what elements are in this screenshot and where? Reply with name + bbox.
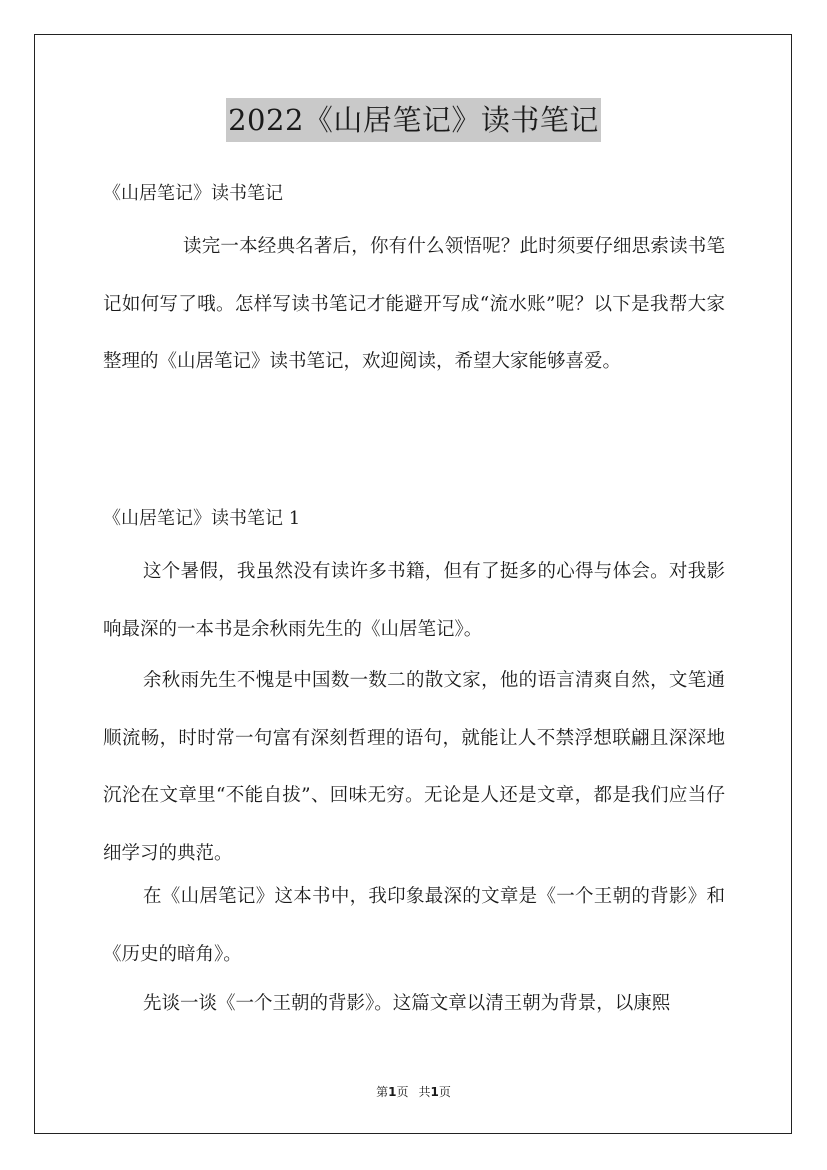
section-heading: 《山居笔记》读书笔记 1 xyxy=(103,508,301,529)
body-paragraph-4: 先谈一谈《一个王朝的背影》。这篇文章以清王朝为背景，以康熙 xyxy=(143,993,671,1014)
page-footer xyxy=(0,1084,827,1100)
footer-total-prefix: 共 xyxy=(418,1085,431,1099)
title-container xyxy=(0,98,827,142)
footer-page-prefix: 第 xyxy=(376,1085,389,1099)
body-paragraph-3: 在《山居笔记》这本书中，我印象最深的文章是《一个王朝的背影》和《历史的暗角》。 xyxy=(103,886,725,965)
footer-page-suffix: 页 xyxy=(396,1085,409,1099)
body-paragraph-2: 余秋雨先生不愧是中国数一数二的散文家，他的语言清爽自然，文笔通顺流畅，时时常一句富有深刻哲理的语句，就能让人不禁浮想联翩且深深地沉沦在文章里“不能自拔”、回味无穷。无论是人还是文章，都是我们应当仔细学习的典范。 xyxy=(103,670,725,864)
document-subtitle: 《山居笔记》读书笔记 xyxy=(103,183,283,204)
body-paragraph-1: 这个暑假，我虽然没有读许多书籍，但有了挺多的心得与体会。对我影响最深的一本书是余秋雨先生的《山居笔记》。 xyxy=(103,561,725,640)
footer-total-suffix: 页 xyxy=(438,1085,451,1099)
footer-page-total: 1 xyxy=(430,1085,439,1099)
footer-page-current: 1 xyxy=(388,1085,397,1099)
intro-paragraph: 读完一本经典名著后，你有什么领悟呢？此时须要仔细思索读书笔记如何写了哦。怎样写读书笔记才能避开写成“流水账”呢？以下是我帮大家整理的《山居笔记》读书笔记，欢迎阅读，希望大家能够喜爱。 xyxy=(103,236,725,372)
document-title: 2022《山居笔记》读书笔记 xyxy=(226,98,601,142)
